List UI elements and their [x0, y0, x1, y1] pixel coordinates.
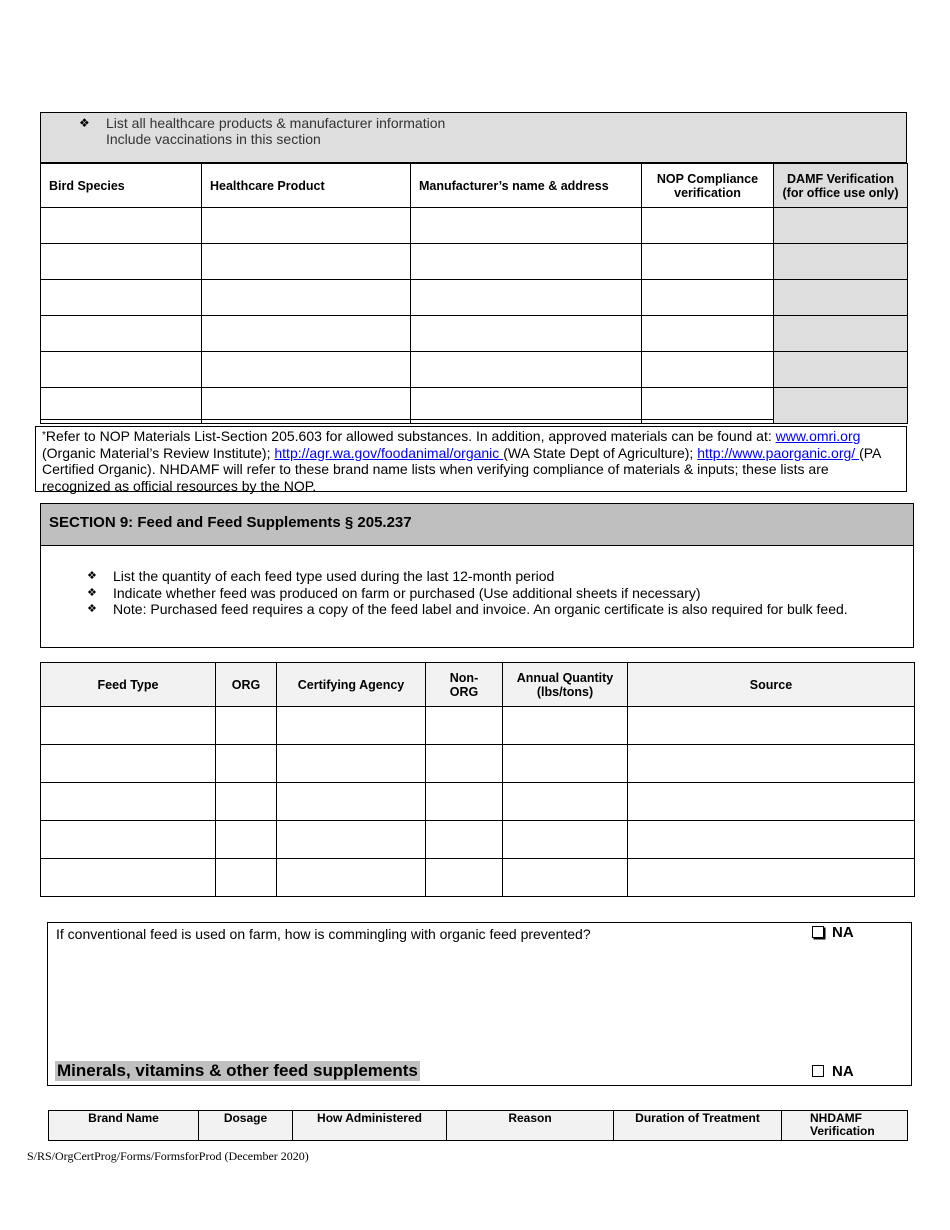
table-row [41, 859, 915, 897]
note-text: (Organic Material’s Review Institute); [42, 444, 275, 461]
bird-species-cell[interactable] [41, 208, 202, 244]
certifying-agency-cell[interactable] [277, 859, 426, 897]
non-org-cell[interactable] [426, 783, 503, 821]
list-item [41, 568, 913, 585]
annual-quantity-cell[interactable] [503, 859, 628, 897]
certifying-agency-cell[interactable] [277, 745, 426, 783]
org-cell[interactable] [216, 707, 277, 745]
healthcare-product-cell[interactable] [202, 352, 411, 388]
column-header: Manufacturer’s name & address [411, 164, 642, 208]
footnote-star: * [42, 430, 46, 441]
healthcare-product-cell[interactable] [202, 208, 411, 244]
na-label: NA [832, 1063, 854, 1080]
org-cell[interactable] [216, 821, 277, 859]
annual-quantity-cell[interactable] [503, 821, 628, 859]
diamond-bullet-icon: ❖ [79, 116, 90, 130]
list-item [41, 601, 913, 618]
supplements-table [48, 1110, 908, 1141]
table-row [41, 388, 908, 424]
feed-type-cell[interactable] [41, 783, 216, 821]
table-row [41, 244, 908, 280]
conventional-feed-question: If conventional feed is used on farm, how is commingling with organic feed prevented? [56, 926, 591, 942]
bird-species-cell[interactable] [41, 388, 202, 424]
manufacturer-cell[interactable] [411, 388, 642, 424]
non-org-cell[interactable] [426, 707, 503, 745]
healthcare-table [40, 163, 908, 424]
nop-compliance-cell[interactable] [642, 208, 774, 244]
manufacturer-cell[interactable] [411, 280, 642, 316]
column-header: Non-ORG [426, 663, 503, 707]
healthcare-products-section [40, 112, 907, 420]
column-header: Healthcare Product [202, 164, 411, 208]
footer-path: S/RS/OrgCertProg/Forms/FormsforProd (December 2020) [27, 1149, 309, 1163]
bird-species-cell[interactable] [41, 316, 202, 352]
column-header: Annual Quantity (lbs/tons) [503, 663, 628, 707]
column-header: Certifying Agency [277, 663, 426, 707]
na-label: NA [832, 924, 854, 941]
list-item-text: Indicate whether feed was produced on farm or purchased (Use additional sheets if necessary) [113, 584, 701, 601]
feed-type-cell[interactable] [41, 859, 216, 897]
healthcare-instructions [41, 113, 906, 163]
list-item [41, 585, 913, 602]
manufacturer-cell[interactable] [411, 316, 642, 352]
org-cell[interactable] [216, 783, 277, 821]
column-header: Dosage [199, 1111, 293, 1141]
section-9-instructions [41, 568, 913, 618]
section-9-title: SECTION 9: Feed and Feed Supplements § 205.237 [41, 504, 913, 546]
table-row [41, 745, 915, 783]
column-header: ORG [216, 663, 277, 707]
table-row [41, 352, 908, 388]
damf-verification-cell [774, 280, 908, 316]
non-org-cell[interactable] [426, 859, 503, 897]
minerals-na-option[interactable] [812, 1063, 854, 1080]
healthcare-product-cell[interactable] [202, 316, 411, 352]
column-header: How Administered [293, 1111, 447, 1141]
source-cell[interactable] [628, 859, 915, 897]
healthcare-product-cell[interactable] [202, 388, 411, 424]
non-org-cell[interactable] [426, 745, 503, 783]
table-row [41, 821, 915, 859]
bird-species-cell[interactable] [41, 280, 202, 316]
column-header: Duration of Treatment [614, 1111, 782, 1141]
healthcare-product-cell[interactable] [202, 244, 411, 280]
omri-link[interactable]: www.omri.org [775, 428, 861, 444]
certifying-agency-cell[interactable] [277, 707, 426, 745]
instruction-line: List all healthcare products & manufacturer information [106, 115, 446, 131]
healthcare-product-cell[interactable] [202, 280, 411, 316]
annual-quantity-cell[interactable] [503, 783, 628, 821]
nop-materials-note [35, 426, 907, 492]
wa-agriculture-link[interactable]: http://agr.wa.gov/foodanimal/organic [274, 444, 504, 461]
certifying-agency-cell[interactable] [277, 821, 426, 859]
nop-compliance-cell[interactable] [642, 316, 774, 352]
manufacturer-cell[interactable] [411, 352, 642, 388]
table-row [41, 316, 908, 352]
table-row [41, 783, 915, 821]
source-cell[interactable] [628, 745, 915, 783]
org-cell[interactable] [216, 745, 277, 783]
feed-type-cell[interactable] [41, 745, 216, 783]
certifying-agency-cell[interactable] [277, 783, 426, 821]
damf-verification-cell [774, 352, 908, 388]
bird-species-cell[interactable] [41, 244, 202, 280]
checkbox-icon[interactable] [812, 926, 824, 938]
column-header: Source [628, 663, 915, 707]
nop-compliance-cell[interactable] [642, 388, 774, 424]
table-header-row [49, 1111, 908, 1141]
diamond-bullet-icon: ❖ [87, 603, 97, 615]
nop-compliance-cell[interactable] [642, 280, 774, 316]
source-cell[interactable] [628, 707, 915, 745]
damf-verification-cell [774, 244, 908, 280]
column-header: Brand Name [49, 1111, 199, 1141]
annual-quantity-cell[interactable] [503, 745, 628, 783]
damf-verification-cell [774, 388, 908, 424]
note-text: (PA Certified Organic). NHDAMF will refer to these brand name lists when verifying compliance of materials & inputs; these lists are recognized as official resources by the NOP. [42, 444, 881, 494]
table-row [41, 208, 908, 244]
checkbox-icon[interactable] [812, 1065, 824, 1077]
list-item-text: List the quantity of each feed type used during the last 12-month period [113, 568, 555, 584]
column-header: Reason [447, 1111, 614, 1141]
annual-quantity-cell[interactable] [503, 707, 628, 745]
damf-verification-cell [774, 208, 908, 244]
table-row [41, 280, 908, 316]
table-row [41, 707, 915, 745]
list-item-text: Note: Purchased feed requires a copy of the feed label and invoice. An organic certificate is also required for bulk feed. [113, 601, 848, 617]
instruction-line: Include vaccinations in this section [106, 131, 321, 147]
feed-table [40, 662, 915, 897]
table-header-row [41, 164, 908, 208]
bird-species-cell[interactable] [41, 352, 202, 388]
diamond-bullet-icon: ❖ [87, 586, 97, 599]
damf-verification-cell [774, 316, 908, 352]
note-text: (WA State Dept of Agriculture); [503, 444, 698, 461]
source-cell[interactable] [628, 821, 915, 859]
column-header: Bird Species [41, 164, 202, 208]
feed-type-cell[interactable] [41, 821, 216, 859]
feed-type-cell[interactable] [41, 707, 216, 745]
column-header: NOP Compliance verification [642, 164, 774, 208]
diamond-bullet-icon: ❖ [87, 570, 97, 582]
section-9-box [40, 503, 914, 648]
column-header: Feed Type [41, 663, 216, 707]
table-header-row [41, 663, 915, 707]
source-cell[interactable] [628, 783, 915, 821]
org-cell[interactable] [216, 859, 277, 897]
column-header: DAMF Verification (for office use only) [774, 164, 908, 208]
minerals-supplements-title: Minerals, vitamins & other feed supplements [57, 1061, 418, 1080]
nop-compliance-cell[interactable] [642, 244, 774, 280]
manufacturer-cell[interactable] [411, 208, 642, 244]
note-text: Refer to NOP Materials List-Section 205.603 for allowed substances. In addition, approved materials can be found at: [45, 428, 776, 444]
paorganic-link[interactable]: http://www.paorganic.org/ [697, 444, 860, 461]
manufacturer-cell[interactable] [411, 244, 642, 280]
non-org-cell[interactable] [426, 821, 503, 859]
na-option[interactable] [812, 924, 854, 941]
nop-compliance-cell[interactable] [642, 352, 774, 388]
column-header: NHDAMF Verification [782, 1111, 908, 1141]
conventional-feed-box [47, 922, 912, 1086]
